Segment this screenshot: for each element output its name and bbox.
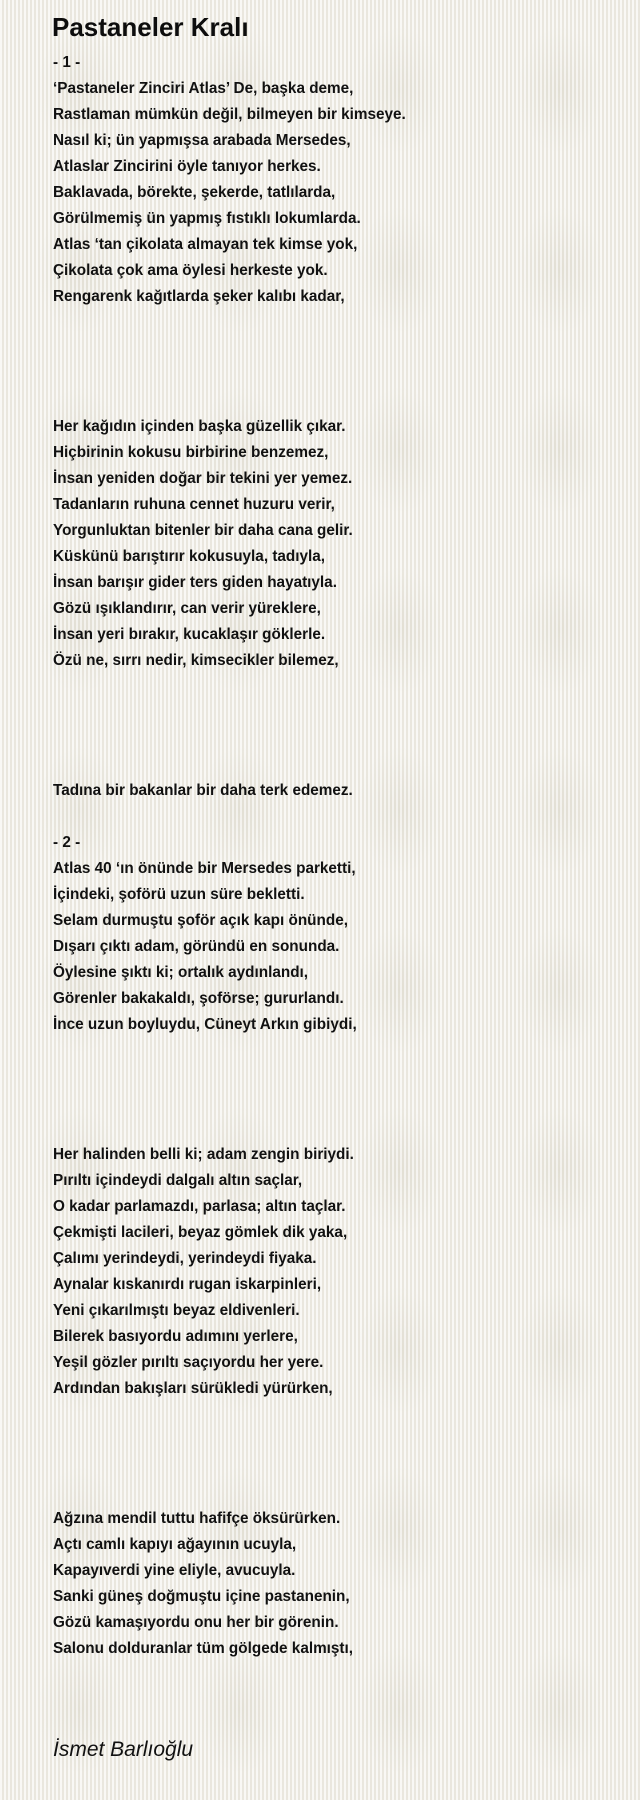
poem-line: - 1 - [53,54,81,71]
poem-author: İsmet Barlıoğlu [53,1738,194,1761]
stanza-spacer [53,1428,613,1454]
stanza-spacer [53,1454,613,1480]
poem-line: Görülmemiş ün yapmış fıstıklı lokumlarda. [53,210,361,227]
poem-line: O kadar parlamazdı, parlasa; altın taçlar. [53,1198,346,1215]
poem-title: Pastaneler Kralı [52,12,249,42]
poem-line: Nasıl ki; ün yapmışsa arabada Mersedes, [53,132,351,149]
poem-line: Selam durmuştu şoför açık kapı önünde, [53,912,348,929]
poem-line: Ağzına mendil tuttu hafifçe öksürürken. [53,1510,341,1527]
poem-line: Aynalar kıskanırdı rugan iskarpinleri, [53,1276,322,1293]
stanza-spacer [53,752,613,778]
poem-line: Her kağıdın içinden başka güzellik çıkar. [53,418,346,435]
stanza-spacer [53,674,613,700]
poem-line: Rengarenk kağıtlarda şeker kalıbı kadar, [53,288,345,305]
poem-line: İçindeki, şoförü uzun süre bekletti. [53,886,305,903]
poem-line: Hiçbirinin kokusu birbirine benzemez, [53,444,329,461]
poem-line: Her halinden belli ki; adam zengin biriydi. [53,1146,354,1163]
poem-line: Sanki güneş doğmuştu içine pastanenin, [53,1588,350,1605]
stanza-spacer [53,804,613,830]
poem-line: Atlas ‘tan çikolata almayan tek kimse yok, [53,236,358,253]
poem-line: Atlas 40 ‘ın önünde bir Mersedes parketti, [53,860,356,877]
poem-body [53,50,613,1662]
poem-line: Çekmişti lacileri, beyaz gömlek dik yaka, [53,1224,348,1241]
poem-line: Yeni çıkarılmıştı beyaz eldivenleri. [53,1302,300,1319]
poem-line: Özü ne, sırrı nedir, kimsecikler bilemez, [53,652,339,669]
stanza-spacer [53,1038,613,1064]
poem-line: - 2 - [53,834,81,851]
poem-line: Dışarı çıktı adam, göründü en sonunda. [53,938,340,955]
poem-line: Çalımı yerindeydi, yerindeydi fiyaka. [53,1250,317,1267]
stanza-spacer [53,700,613,726]
poem-line: İnsan barışır gider ters giden hayatıyla. [53,574,337,591]
poem-line: Yorgunluktan bitenler bir daha cana gelir. [53,522,353,539]
poem-line: Baklavada, börekte, şekerde, tatlılarda, [53,184,336,201]
stanza-spacer [53,1402,613,1428]
poem-line: Gözü kamaşıyordu onu her bir görenin. [53,1614,339,1631]
poem-line: Salonu dolduranlar tüm gölgede kalmıştı, [53,1640,354,1657]
poem-line: Tadına bir bakanlar bir daha terk edemez. [53,782,353,799]
poem-line: Tadanların ruhuna cennet huzuru verir, [53,496,335,513]
poem-line: Pırıltı içindeydi dalgalı altın saçlar, [53,1172,303,1189]
poem-line: Atlaslar Zincirini öyle tanıyor herkes. [53,158,321,175]
stanza-spacer [53,1064,613,1090]
stanza-spacer [53,1116,613,1142]
poem-line: Rastlaman mümkün değil, bilmeyen bir kimseye. [53,106,406,123]
poem-line: İnsan yeniden doğar bir tekini yer yemez. [53,470,353,487]
poem-line: Açtı camlı kapıyı ağayının ucuyla, [53,1536,297,1553]
poem-line: İnce uzun boyluydu, Cüneyt Arkın gibiydi, [53,1016,357,1033]
stanza-spacer [53,310,613,336]
stanza-spacer [53,1090,613,1116]
poem-line: Kapayıverdi yine eliyle, avucuyla. [53,1562,296,1579]
stanza-spacer [53,726,613,752]
poem-line: İnsan yeri bırakır, kucaklaşır göklerle. [53,626,326,643]
poem-line: Öylesine şıktı ki; ortalık aydınlandı, [53,964,309,981]
poem-line: Küskünü barıştırır kokusuyla, tadıyla, [53,548,326,565]
poem-line: ‘Pastaneler Zinciri Atlas’ De, başka deme, [53,80,354,97]
poem-line: Ardından bakışları sürükledi yürürken, [53,1380,333,1397]
poem-line: Bilerek basıyordu adımını yerlere, [53,1328,298,1345]
poem-line: Çikolata çok ama öylesi herkeste yok. [53,262,328,279]
poem-line: Gözü ışıklandırır, can verir yüreklere, [53,600,321,617]
poem-line: Görenler bakakaldı, şoförse; gururlandı. [53,990,344,1007]
stanza-spacer [53,336,613,362]
stanza-spacer [53,362,613,388]
poem-line: Yeşil gözler pırıltı saçıyordu her yere. [53,1354,324,1371]
stanza-spacer [53,388,613,414]
stanza-spacer [53,1480,613,1506]
